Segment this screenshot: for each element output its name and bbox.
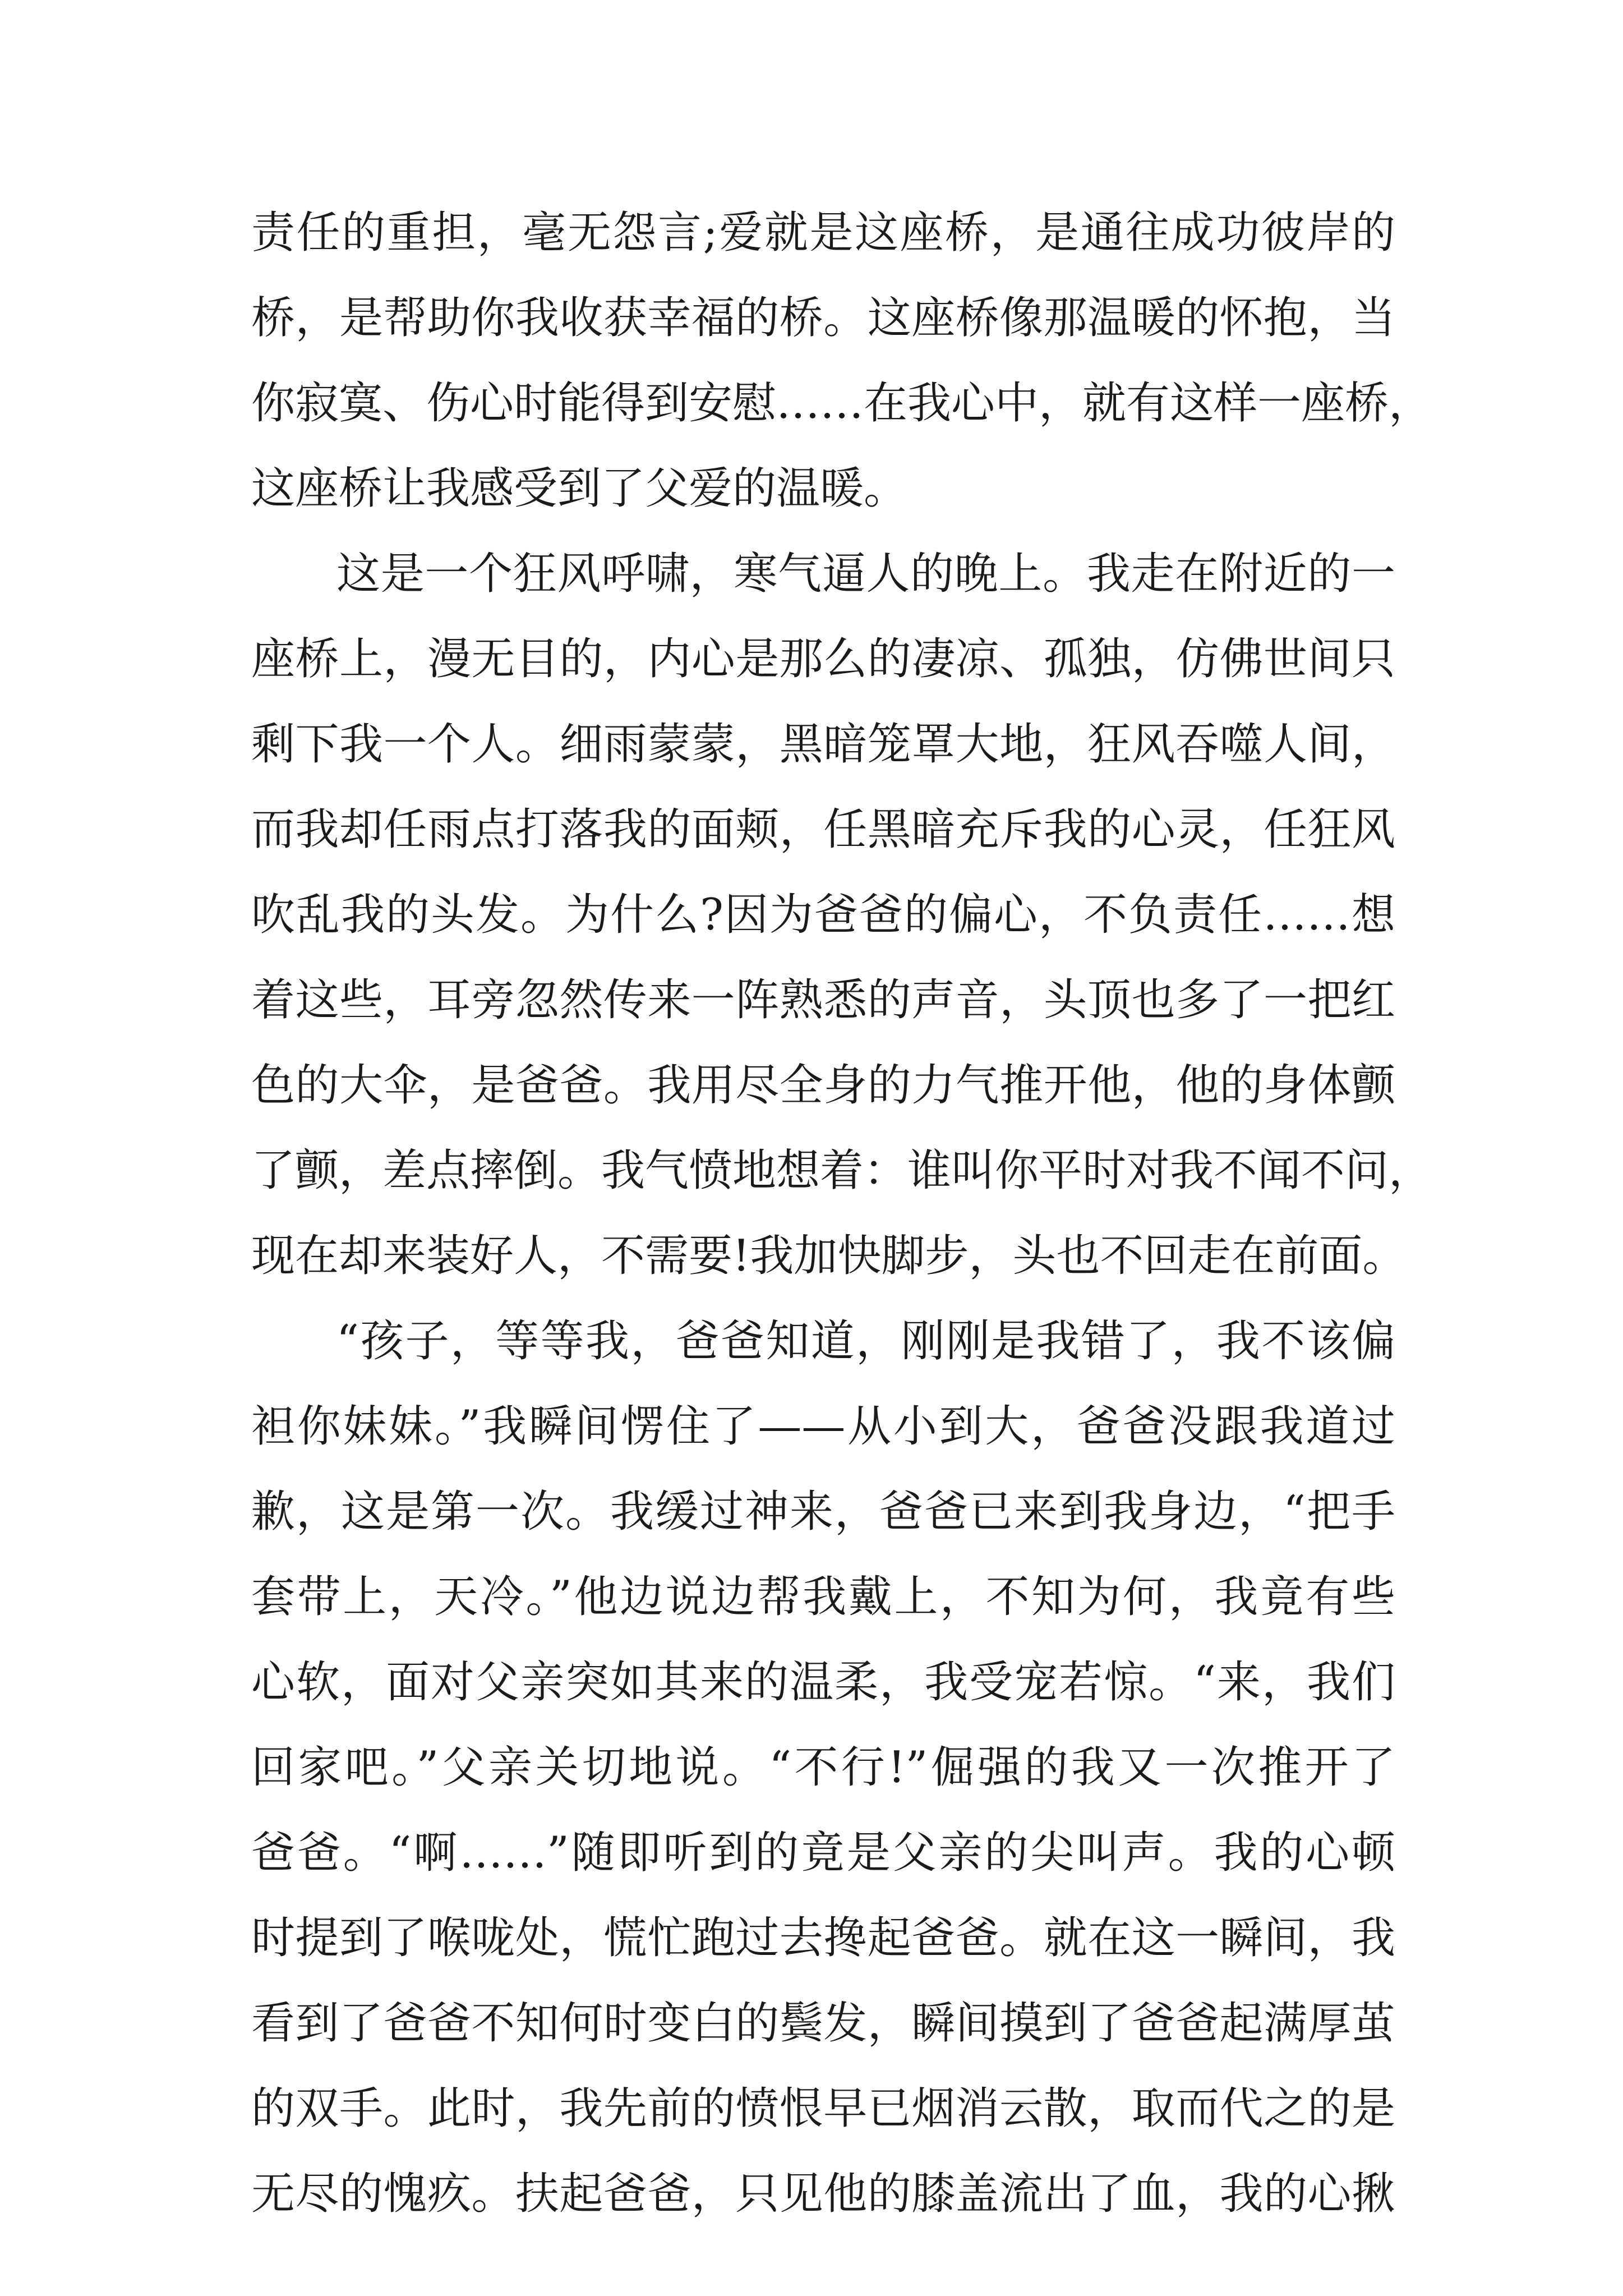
text-line: 剩下我一个人。细雨蒙蒙，黑暗笼罩大地，狂风吞噬人间， xyxy=(251,719,1395,770)
text-line: 着这些，耳旁忽然传来一阵熟悉的声音，头顶也多了一把红 xyxy=(251,975,1395,1025)
text-line: 责任的重担，毫无怨言;爱就是这座桥，是通往成功彼岸的 xyxy=(251,208,1395,258)
text-line: 的双手。此时，我先前的愤恨早已烟消云散，取而代之的是 xyxy=(251,2083,1395,2134)
text-line: 这座桥让我感受到了父爱的温暖。 xyxy=(251,463,908,514)
text-line: 套带上，天冷。”他边说边帮我戴上，不知为何，我竟有些 xyxy=(251,1572,1395,1622)
text-line: 吹乱我的头发。为什么?因为爸爸的偏心，不负责任……想 xyxy=(251,890,1395,940)
text-line: 现在却来装好人，不需要!我加快脚步，头也不回走在前面。 xyxy=(251,1231,1407,1281)
paragraph-first-line: “孩子，等等我，爸爸知道，刚刚是我错了，我不该偏 xyxy=(336,1316,1395,1366)
text-line: 无尽的愧疚。扶起爸爸，只见他的膝盖流出了血，我的心揪 xyxy=(251,2169,1395,2219)
text-line: 色的大伞，是爸爸。我用尽全身的力气推开他，他的身体颤 xyxy=(251,1060,1395,1111)
text-line: 回家吧。”父亲关切地说。“不行!”倔强的我又一次推开了 xyxy=(251,1742,1395,1793)
text-line: 而我却任雨点打落我的面颊，任黑暗充斥我的心灵，任狂风 xyxy=(251,804,1395,855)
text-line: 爸爸。“啊……”随即听到的竟是父亲的尖叫声。我的心顿 xyxy=(251,1828,1395,1878)
text-line: 歉，这是第一次。我缓过神来，爸爸已来到我身边，“把手 xyxy=(251,1487,1395,1537)
text-line: 时提到了喉咙处，慌忙跑过去搀起爸爸。就在这一瞬间，我 xyxy=(251,1913,1395,1963)
text-line: 了颤，差点摔倒。我气愤地想着：谁叫你平时对我不闻不问， xyxy=(251,1145,1433,1196)
text-line: 心软，面对父亲突如其来的温柔，我受宠若惊。“来，我们 xyxy=(251,1657,1395,1708)
text-line: 桥，是帮助你我收获幸福的桥。这座桥像那温暖的怀抱，当 xyxy=(251,293,1395,343)
text-line: 袒你妹妹。”我瞬间愣住了——从小到大，爸爸没跟我道过 xyxy=(251,1401,1395,1452)
text-line: 看到了爸爸不知何时变白的鬓发，瞬间摸到了爸爸起满厚茧 xyxy=(251,1998,1395,2049)
text-line: 座桥上，漫无目的，内心是那么的凄凉、孤独，仿佛世间只 xyxy=(251,634,1395,684)
paragraph-first-line: 这是一个狂风呼啸，寒气逼人的晚上。我走在附近的一 xyxy=(336,549,1395,599)
text-line: 你寂寞、伤心时能得到安慰……在我心中，就有这样一座桥， xyxy=(251,378,1433,429)
